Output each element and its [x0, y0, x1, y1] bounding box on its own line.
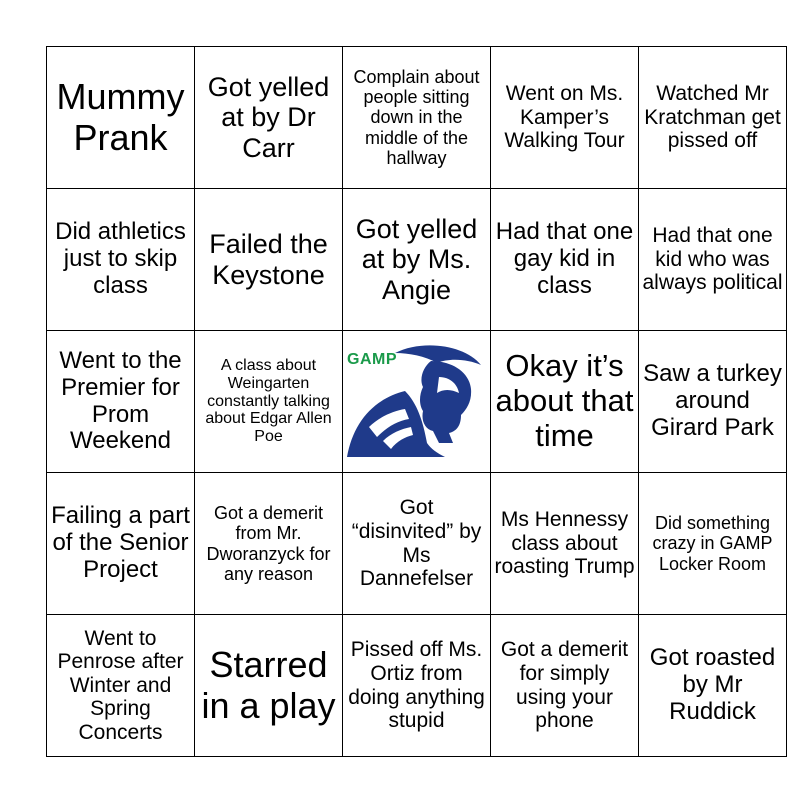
bingo-cell[interactable]: Got yelled at by Dr Carr [195, 47, 343, 189]
board-row [47, 189, 787, 331]
bingo-cell[interactable]: Mummy Prank [47, 47, 195, 189]
bingo-cell[interactable]: Did something crazy in GAMP Locker Room [639, 473, 787, 615]
bingo-board [46, 46, 787, 757]
bingo-cell[interactable]: Got yelled at by Ms. Angie [343, 189, 491, 331]
board-row [47, 47, 787, 189]
bingo-cell[interactable]: Got “disinvited” by Ms Dannefelser [343, 473, 491, 615]
bingo-cell[interactable]: Got roasted by Mr Ruddick [639, 615, 787, 757]
board-row [47, 615, 787, 757]
bingo-cell[interactable]: Okay it’s about that time [491, 331, 639, 473]
board-row [47, 473, 787, 615]
bingo-cell[interactable]: Watched Mr Kratchman get pissed off [639, 47, 787, 189]
bingo-cell[interactable]: Complain about people sitting down in the middle of the hallway [343, 47, 491, 189]
bingo-cell[interactable]: Ms Hennessy class about roasting Trump [491, 473, 639, 615]
bingo-cell[interactable]: Failing a part of the Senior Project [47, 473, 195, 615]
bingo-cell[interactable]: Went on Ms. Kamper’s Walking Tour [491, 47, 639, 189]
bingo-cell[interactable]: Saw a turkey around Girard Park [639, 331, 787, 473]
bingo-cell[interactable]: Got a demerit from Mr. Dworanzyck for any reason [195, 473, 343, 615]
bingo-cell[interactable]: A class about Weingarten constantly talking about Edgar Allen Poe [195, 331, 343, 473]
bingo-cell[interactable]: Went to Penrose after Winter and Spring Concerts [47, 615, 195, 757]
bingo-cell[interactable]: Went to the Premier for Prom Weekend [47, 331, 195, 473]
bingo-cell[interactable]: Failed the Keystone [195, 189, 343, 331]
bingo-cell[interactable]: Pissed off Ms. Ortiz from doing anything stupid [343, 615, 491, 757]
board-row [47, 331, 787, 473]
bingo-cell[interactable]: Did athletics just to skip class [47, 189, 195, 331]
gamp-logo [343, 331, 484, 472]
bingo-cell[interactable]: Starred in a play [195, 615, 343, 757]
bingo-cell[interactable]: Had that one gay kid in class [491, 189, 639, 331]
logo-text: GAMP [347, 351, 397, 368]
bingo-cell[interactable]: Got a demerit for simply using your phone [491, 615, 639, 757]
logo-head [420, 361, 471, 443]
free-space-logo-cell[interactable] [343, 331, 491, 473]
bingo-cell[interactable]: Had that one kid who was always political [639, 189, 787, 331]
